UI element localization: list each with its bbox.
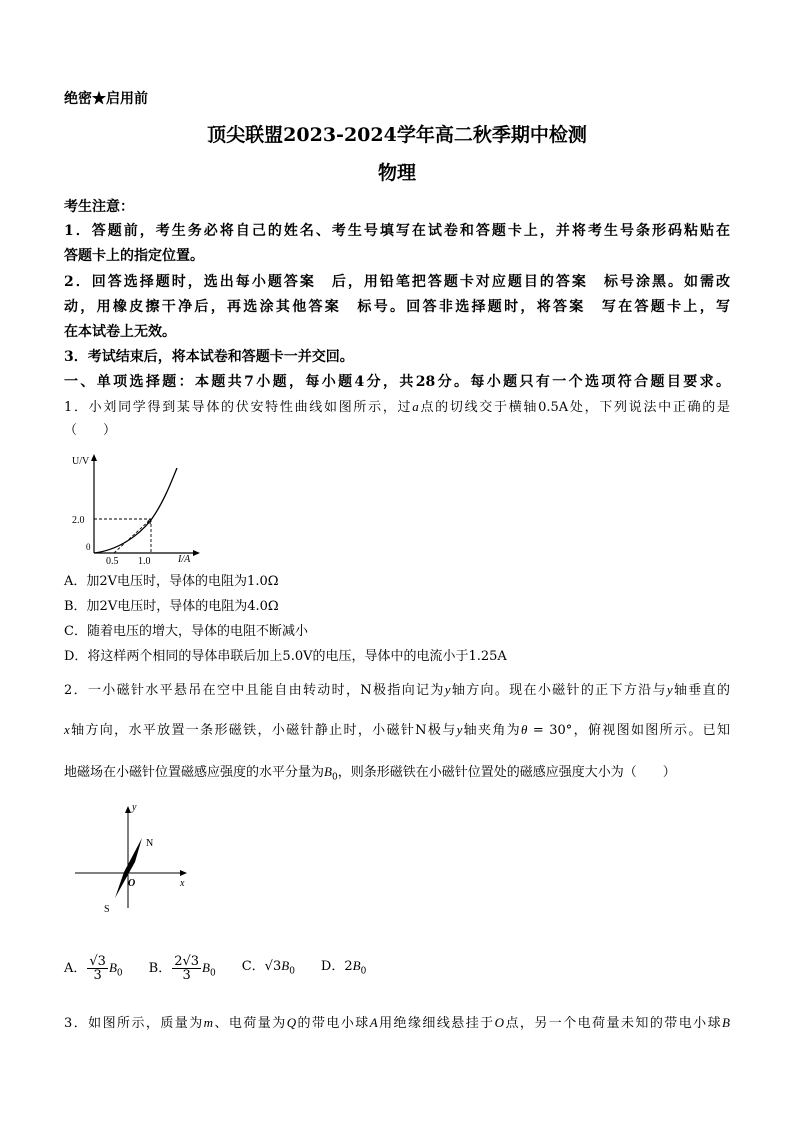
origin-label: 0 bbox=[86, 542, 91, 552]
q2-options bbox=[64, 948, 366, 990]
notice-item-3: 3．考试结束后，将本试卷和答题卡一并交回。 bbox=[64, 349, 354, 365]
exam-title: 顶尖联盟2023-2024学年高二秋季期中检测 bbox=[207, 124, 587, 146]
x-axis-label: I/A bbox=[178, 554, 191, 565]
section-1-heading: 一、单项选择题：本题共7小题，每小题4分，共28分。每小题只有一个选项符合题目要求。 bbox=[64, 374, 730, 390]
q2-option-c: C．$√3B_0$ bbox=[241, 958, 295, 977]
q2-option-d: D．$2B_0$ bbox=[320, 958, 367, 977]
confidential-mark: 绝密★启用前 bbox=[64, 91, 148, 107]
north-pole-label: N bbox=[146, 838, 154, 849]
x-tick-label-1.0: 1.0 bbox=[138, 556, 151, 565]
q2-stem-line-1: 2．一小磁针水平悬吊在空中且能自由转动时，N极指向记为y轴方向。现在小磁针的正下方沿与y轴垂直的 bbox=[64, 682, 730, 698]
notice-item-1-line-2: 答题卡上的指定位置。 bbox=[64, 248, 204, 264]
point-a-label: a bbox=[147, 516, 152, 526]
notice-item-2-line-3: 在本试卷上无效。 bbox=[64, 324, 176, 340]
x-tick-label-0.5: 0.5 bbox=[106, 556, 119, 565]
q2-stem-line-3: 地磁场在小磁针位置磁感应强度的水平分量为$B_0$，则条形磁铁在小磁针位置处的磁感应强度大小为（ ） bbox=[64, 764, 676, 783]
notice-item-2-line-1: 2．回答选择题时，选出每小题答案 后，用铅笔把答题卡对应题目的答案 标号涂黑。如需改 bbox=[64, 274, 730, 290]
q1-option-a: A．加2V电压时，导体的电阻为1.0Ω bbox=[64, 574, 279, 589]
q2-stem-line-2: x轴方向，水平放置一条形磁铁，小磁针静止时，小磁针N极与y轴夹角为θ = 30°，俯视图如图所示。已知 bbox=[64, 722, 730, 738]
y-axis-label: y bbox=[132, 802, 137, 813]
y-axis-label: U/V bbox=[72, 456, 90, 467]
iv-curve bbox=[94, 468, 177, 553]
subject-title: 物理 bbox=[377, 162, 416, 184]
q2-compass-figure bbox=[70, 800, 200, 915]
q2-option-a: A． $\frac{√3}{3}$ $B_0$ bbox=[64, 953, 123, 983]
q1-stem: 1．小刘同学得到某导体的伏安特性曲线如图所示，过a点的切线交于横轴0.5A处，下列说法中正确的是 bbox=[64, 399, 730, 415]
q1-option-d: D．将这样两个相同的导体串联后加上5.0V的电压，导体中的电流小于1.25A bbox=[64, 649, 507, 664]
q1-option-b: B．加2V电压时，导体的电阻为4.0Ω bbox=[64, 599, 279, 614]
notice-heading: 考生注意： bbox=[64, 199, 134, 215]
notice-item-2-line-2: 动，用橡皮擦干净后，再选涂其他答案 标号。回答非选择题时，将答案 写在答题卡上，写 bbox=[64, 299, 730, 315]
x-axis-label: x bbox=[180, 878, 185, 889]
q1-answer-paren: （ ） bbox=[64, 423, 117, 438]
south-pole-label: S bbox=[104, 904, 110, 915]
q1-iv-graph bbox=[64, 450, 204, 565]
y-tick-label: 2.0 bbox=[72, 515, 85, 526]
notice-item-1-line-1: 1．答题前，考生务必将自己的姓名、考生号填写在试卷和答题卡上，并将考生号条形码粘贴在 bbox=[64, 223, 730, 239]
tangent-line bbox=[114, 519, 151, 553]
q1-option-c: C．随着电压的增大，导体的电阻不断减小 bbox=[64, 624, 308, 639]
origin-label: O bbox=[128, 878, 136, 889]
q2-option-b: B． $\frac{2√3}{3}$ $B_0$ bbox=[148, 953, 216, 983]
q3-stem: 3．如图所示，质量为m、电荷量为Q的带电小球A用绝缘细线悬挂于O点，另一个电荷量未知的带电小球B bbox=[64, 1015, 730, 1031]
